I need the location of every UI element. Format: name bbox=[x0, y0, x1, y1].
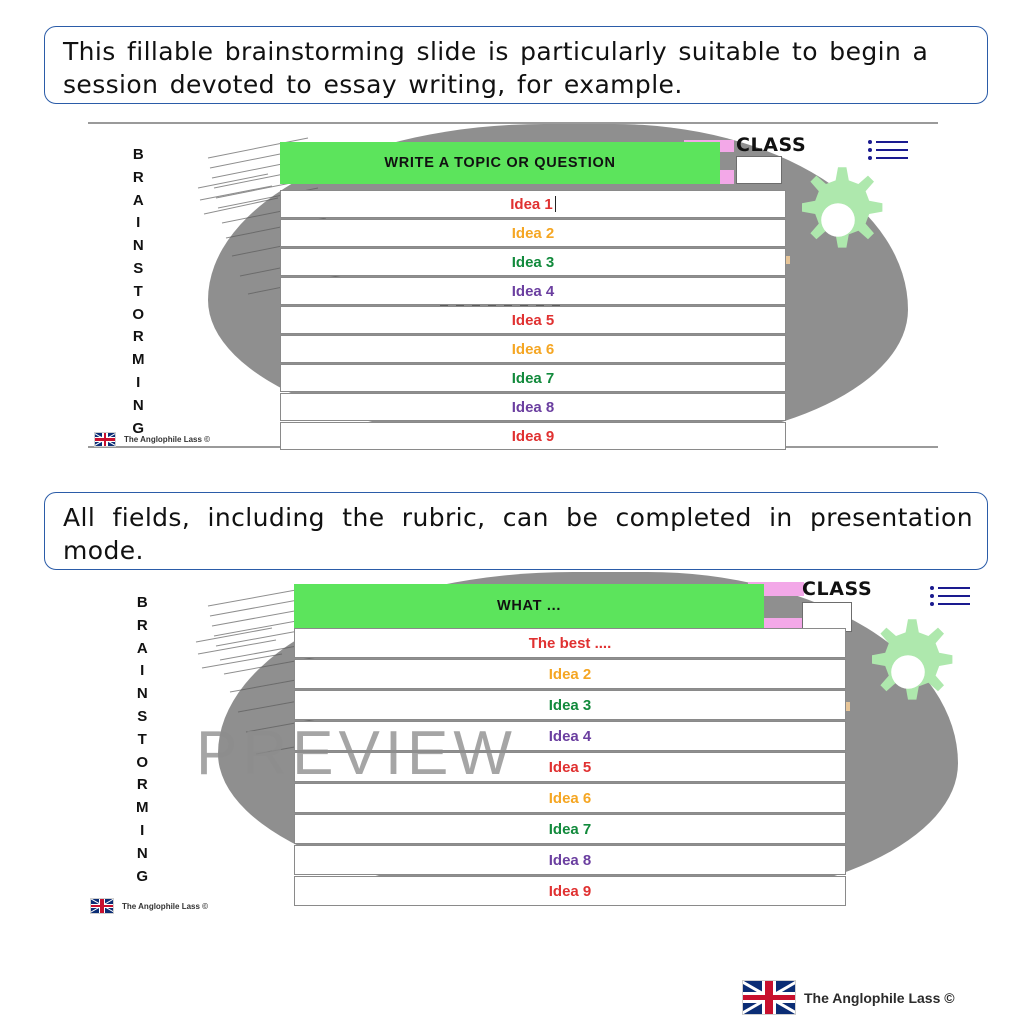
idea-text: Idea 7 bbox=[548, 820, 592, 838]
menu-bar bbox=[876, 157, 908, 159]
idea-row[interactable] bbox=[280, 277, 786, 305]
vertical-letter: A bbox=[136, 639, 148, 657]
slide-brand bbox=[90, 898, 208, 914]
vertical-letter: B bbox=[132, 146, 144, 163]
idea-row[interactable] bbox=[294, 783, 846, 813]
menu-bar bbox=[938, 587, 970, 589]
idea-text: Idea 1 bbox=[510, 195, 553, 213]
class-input[interactable] bbox=[736, 156, 782, 184]
idea-text: Idea 3 bbox=[548, 696, 592, 714]
menu-dot bbox=[930, 594, 934, 598]
idea-row[interactable] bbox=[280, 306, 786, 334]
vertical-letter: G bbox=[136, 867, 149, 885]
caption-box-1 bbox=[44, 26, 988, 104]
vertical-letter: N bbox=[132, 237, 144, 255]
menu-dot bbox=[930, 586, 934, 590]
idea-row[interactable] bbox=[294, 752, 846, 782]
text-caret bbox=[555, 196, 556, 212]
caption-text-1: This fillable brainstorming slide is particularly suitable to begin a session devoted to essay writing, for example. bbox=[63, 37, 929, 99]
uk-flag-icon bbox=[90, 898, 114, 914]
vertical-letter: S bbox=[133, 259, 144, 277]
idea-row[interactable] bbox=[280, 248, 786, 276]
vertical-letter: T bbox=[137, 730, 147, 748]
vertical-letter: I bbox=[136, 373, 141, 391]
idea-text: Idea 2 bbox=[548, 665, 592, 683]
idea-text: Idea 8 bbox=[511, 398, 555, 416]
idea-row[interactable] bbox=[294, 659, 846, 689]
menu-dots-icon[interactable] bbox=[930, 586, 970, 610]
vertical-letter: R bbox=[132, 168, 144, 186]
idea-row[interactable] bbox=[280, 422, 786, 450]
idea-text: Idea 6 bbox=[511, 340, 555, 358]
menu-bar bbox=[876, 141, 908, 143]
idea-row[interactable] bbox=[294, 628, 846, 658]
topic-bar-label: WHAT ... bbox=[496, 598, 562, 614]
vertical-letter: N bbox=[132, 396, 144, 414]
vertical-letter: T bbox=[133, 282, 143, 300]
idea-text: Idea 4 bbox=[548, 727, 592, 745]
uk-flag-icon bbox=[742, 980, 796, 1015]
idea-text: The best .... bbox=[528, 634, 612, 652]
gear-icon bbox=[848, 612, 968, 732]
vertical-letter: I bbox=[140, 821, 145, 839]
vertical-letter: G bbox=[132, 419, 145, 437]
idea-row[interactable] bbox=[280, 219, 786, 247]
vertical-word-brainstorming bbox=[132, 144, 145, 440]
vertical-word-brainstorming bbox=[136, 592, 149, 888]
vertical-letter: I bbox=[140, 662, 145, 680]
uk-flag-icon bbox=[94, 432, 116, 447]
idea-row[interactable] bbox=[294, 721, 846, 751]
idea-text: Idea 6 bbox=[548, 789, 592, 807]
idea-row[interactable] bbox=[280, 335, 786, 363]
brainstorming-slide-2 bbox=[88, 570, 988, 925]
idea-text: Idea 4 bbox=[511, 282, 555, 300]
idea-text: Idea 7 bbox=[511, 369, 555, 387]
idea-text: Idea 3 bbox=[511, 253, 555, 271]
idea-row[interactable] bbox=[294, 845, 846, 875]
menu-bar bbox=[938, 595, 970, 597]
vertical-letter: O bbox=[132, 305, 145, 323]
menu-dot bbox=[868, 156, 872, 160]
class-label: CLASS bbox=[736, 134, 807, 156]
topic-bar[interactable] bbox=[294, 584, 764, 628]
idea-row[interactable] bbox=[280, 393, 786, 421]
menu-dot bbox=[868, 148, 872, 152]
caption-box-2 bbox=[44, 492, 988, 570]
idea-text: Idea 8 bbox=[548, 851, 592, 869]
idea-row[interactable] bbox=[280, 190, 786, 218]
vertical-letter: R bbox=[136, 776, 148, 794]
preview-watermark: PREVIEW bbox=[196, 719, 517, 788]
vertical-letter: R bbox=[132, 328, 144, 346]
vertical-letter: N bbox=[136, 844, 148, 862]
vertical-letter: A bbox=[132, 191, 144, 209]
vertical-letter: M bbox=[136, 799, 149, 817]
idea-row[interactable] bbox=[294, 876, 846, 906]
idea-text: Idea 5 bbox=[548, 758, 592, 776]
vertical-letter: M bbox=[132, 351, 145, 369]
vertical-letter: N bbox=[136, 685, 148, 703]
menu-bar bbox=[938, 603, 970, 605]
idea-row[interactable] bbox=[294, 814, 846, 844]
brand-text: The Anglophile Lass © bbox=[122, 901, 209, 911]
caption-text-2: All fields, including the rubric, can be completed in presentation mode. bbox=[63, 503, 973, 565]
brainstorming-slide-1 bbox=[88, 122, 938, 462]
footer-brand-text: The Anglophile Lass © bbox=[804, 989, 955, 1006]
idea-text: Idea 9 bbox=[548, 882, 592, 900]
slide-brand bbox=[94, 432, 210, 447]
brand-text: The Anglophile Lass © bbox=[124, 435, 211, 444]
class-label: CLASS bbox=[802, 578, 873, 600]
slide-top-rule bbox=[88, 122, 938, 124]
idea-text: Idea 5 bbox=[511, 311, 555, 329]
menu-dots-icon[interactable] bbox=[868, 140, 908, 164]
idea-text: Idea 9 bbox=[511, 427, 555, 445]
vertical-letter: I bbox=[136, 214, 141, 232]
idea-text: Idea 2 bbox=[511, 224, 555, 242]
vertical-letter: B bbox=[136, 594, 148, 611]
topic-bar[interactable] bbox=[280, 142, 720, 184]
footer-brand bbox=[742, 980, 955, 1015]
vertical-letter: R bbox=[136, 616, 148, 634]
menu-bar bbox=[876, 149, 908, 151]
menu-dot bbox=[930, 602, 934, 606]
idea-row[interactable] bbox=[294, 690, 846, 720]
menu-dot bbox=[868, 140, 872, 144]
topic-bar-label: WRITE A TOPIC OR QUESTION bbox=[384, 155, 616, 171]
vertical-letter: S bbox=[137, 707, 148, 725]
idea-row[interactable] bbox=[280, 364, 786, 392]
vertical-letter: O bbox=[136, 753, 149, 771]
